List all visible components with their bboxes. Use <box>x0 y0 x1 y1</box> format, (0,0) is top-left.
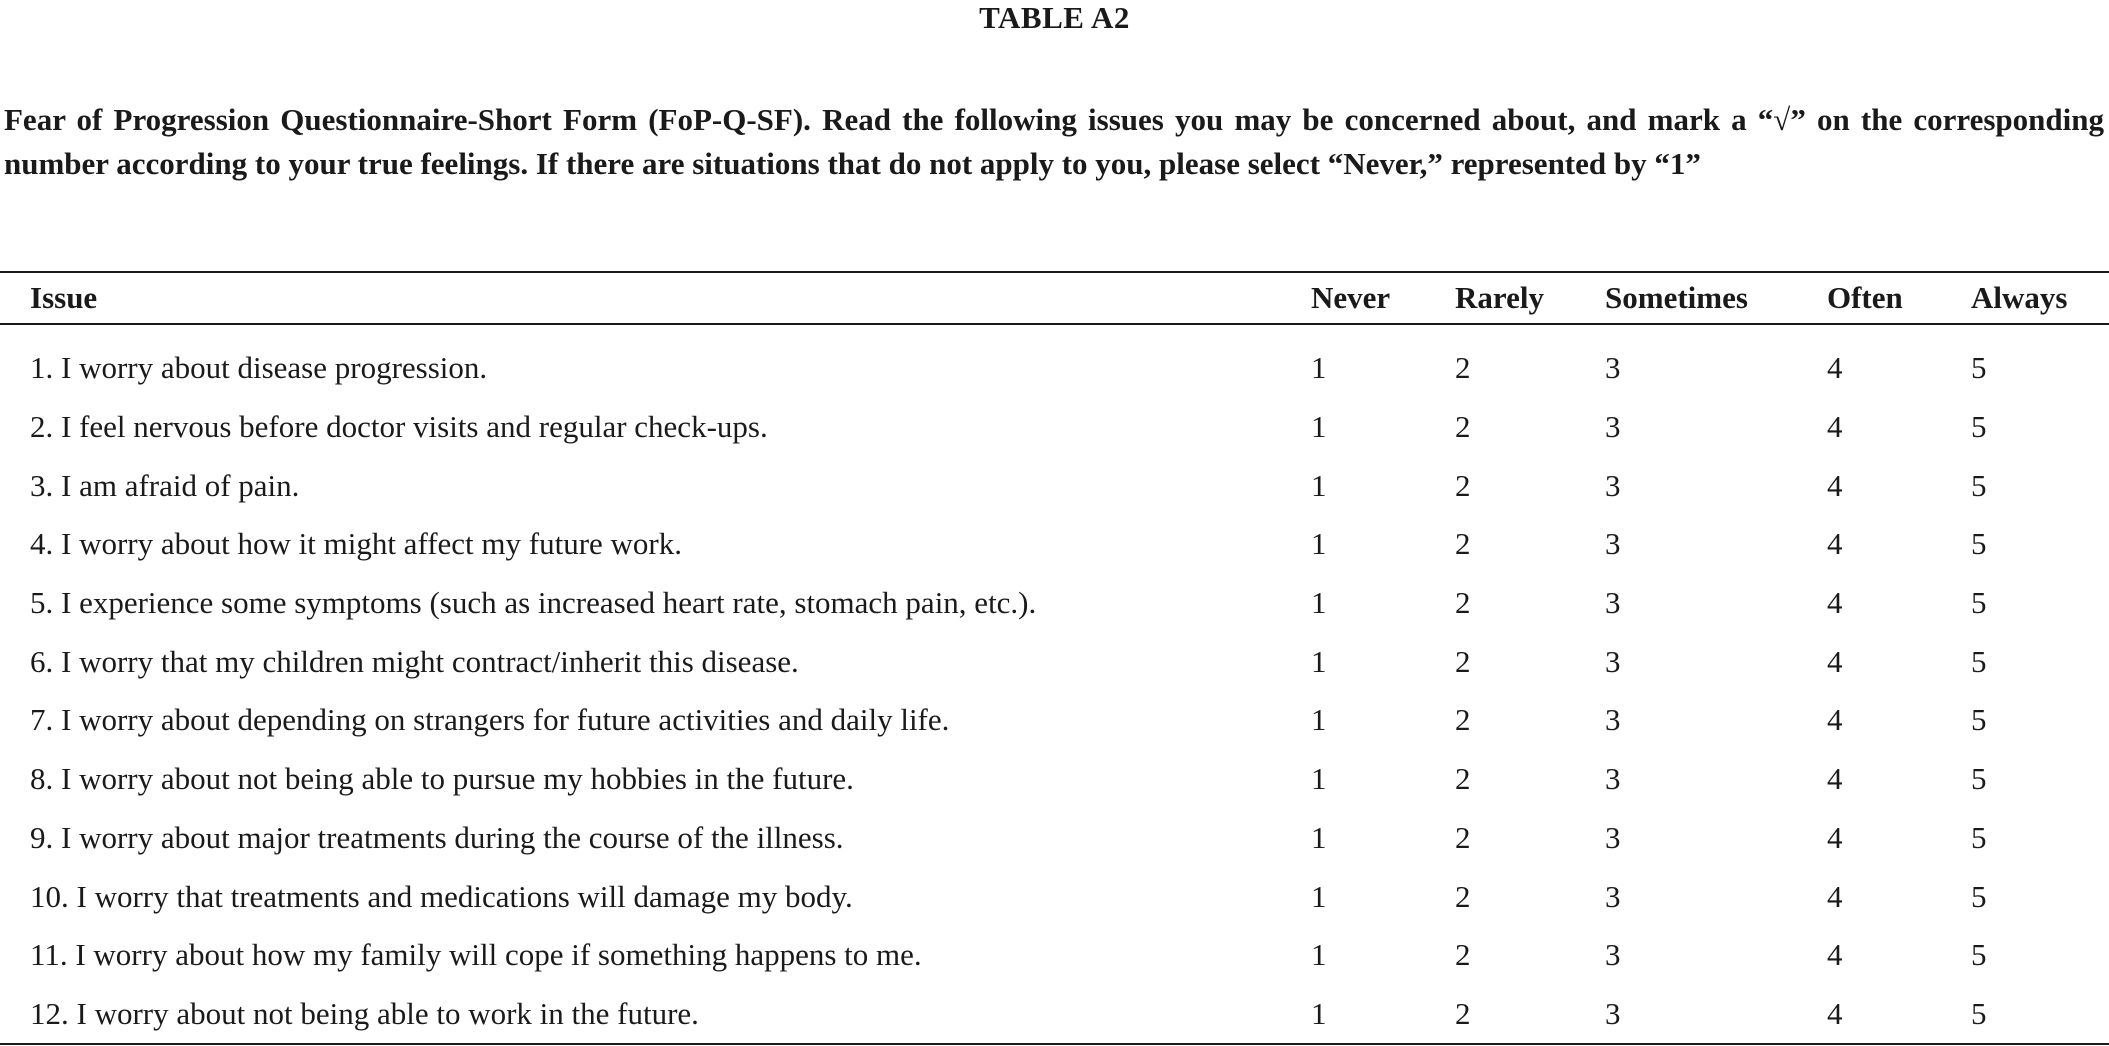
score-cell-rarely: 2 <box>1455 878 1471 914</box>
score-cell-often: 4 <box>1827 985 1971 1045</box>
table-body <box>0 324 2109 1044</box>
score-cell-sometimes: 3 <box>1605 985 1827 1045</box>
header-rarely: Rarely <box>1455 272 1605 324</box>
questionnaire-table <box>0 271 2109 1045</box>
header-never: Never <box>1311 272 1455 324</box>
score-cell-always: 5 <box>1971 467 1987 503</box>
issue-cell: 12. I worry about not being able to work in the future. <box>0 985 1311 1045</box>
issue-cell: 8. I worry about not being able to pursue my hobbies in the future. <box>30 761 854 797</box>
issue-cell: 4. I worry about how it might affect my future work. <box>30 526 682 562</box>
issue-cell: 1. I worry about disease progression. <box>30 350 488 386</box>
score-cell-never: 1 <box>1311 819 1327 855</box>
score-cell-often: 4 <box>1827 761 1843 797</box>
score-cell-sometimes: 3 <box>1605 643 1621 679</box>
header-always: Always <box>1971 272 2109 324</box>
table-row <box>0 456 2109 515</box>
table-row <box>0 867 2109 926</box>
issue-cell: 10. I worry that treatments and medications will damage my body. <box>30 878 853 914</box>
table-row <box>0 324 2109 398</box>
score-cell-never: 1 <box>1311 526 1327 562</box>
score-cell-never: 1 <box>1311 985 1455 1045</box>
score-cell-sometimes: 3 <box>1605 761 1621 797</box>
score-cell-always: 5 <box>1971 409 1987 445</box>
score-cell-always: 5 <box>1971 819 1987 855</box>
score-cell-often: 4 <box>1827 585 1843 621</box>
table-row <box>0 750 2109 809</box>
score-cell-often: 4 <box>1827 819 1843 855</box>
table-row <box>0 926 2109 985</box>
score-cell-sometimes: 3 <box>1605 819 1621 855</box>
score-cell-often: 4 <box>1827 702 1843 738</box>
score-cell-rarely: 2 <box>1455 585 1471 621</box>
score-cell-rarely: 2 <box>1455 702 1471 738</box>
score-cell-rarely: 2 <box>1455 526 1471 562</box>
score-cell-often: 4 <box>1827 937 1843 973</box>
issue-cell: 7. I worry about depending on strangers for future activities and daily life. <box>30 702 950 738</box>
score-cell-rarely: 2 <box>1455 409 1471 445</box>
score-cell-often: 4 <box>1827 643 1843 679</box>
score-cell-always: 5 <box>1971 585 1987 621</box>
table-row <box>0 574 2109 633</box>
score-cell-always: 5 <box>1971 702 1987 738</box>
table-row <box>0 691 2109 750</box>
score-cell-always: 5 <box>1971 985 2109 1045</box>
score-cell-never: 1 <box>1311 761 1327 797</box>
table-title: TABLE A2 <box>979 0 1130 35</box>
table-row <box>0 809 2109 868</box>
score-cell-sometimes: 3 <box>1605 467 1621 503</box>
issue-cell: 6. I worry that my children might contract/inherit this disease. <box>30 643 799 679</box>
score-cell-rarely: 2 <box>1455 937 1471 973</box>
score-cell-never: 1 <box>1311 409 1327 445</box>
score-cell-often: 4 <box>1827 409 1843 445</box>
score-cell-never: 1 <box>1311 585 1327 621</box>
score-cell-rarely: 2 <box>1455 350 1471 386</box>
score-cell-sometimes: 3 <box>1605 937 1621 973</box>
score-cell-sometimes: 3 <box>1605 878 1621 914</box>
table-row <box>0 398 2109 457</box>
table-header <box>0 272 2109 324</box>
score-cell-rarely: 2 <box>1455 643 1471 679</box>
score-cell-never: 1 <box>1311 467 1327 503</box>
score-cell-never: 1 <box>1311 702 1327 738</box>
table-caption: Fear of Progression Questionnaire-Short Form (FoP-Q-SF). Read the following issues you may be concerned about, and mark a “√” on the corresponding number according to your true feelings. If there are situations that do not apply to you, please select “Never,” represented by “1” <box>4 102 2104 181</box>
score-cell-sometimes: 3 <box>1605 409 1621 445</box>
score-cell-always: 5 <box>1971 761 1987 797</box>
issue-cell: 2. I feel nervous before doctor visits and regular check-ups. <box>30 409 768 445</box>
score-cell-sometimes: 3 <box>1605 350 1621 386</box>
score-cell-rarely: 2 <box>1455 985 1605 1045</box>
score-cell-sometimes: 3 <box>1605 702 1621 738</box>
score-cell-always: 5 <box>1971 350 1987 386</box>
score-cell-never: 1 <box>1311 937 1327 973</box>
score-cell-often: 4 <box>1827 467 1843 503</box>
score-cell-never: 1 <box>1311 878 1327 914</box>
header-issue: Issue <box>0 272 1311 324</box>
table-row <box>0 985 2109 1045</box>
score-cell-rarely: 2 <box>1455 819 1471 855</box>
score-cell-often: 4 <box>1827 350 1843 386</box>
score-cell-often: 4 <box>1827 526 1843 562</box>
table-row <box>0 632 2109 691</box>
questionnaire-table-container <box>0 271 2109 1045</box>
score-cell-rarely: 2 <box>1455 761 1471 797</box>
score-cell-never: 1 <box>1311 350 1327 386</box>
score-cell-sometimes: 3 <box>1605 585 1621 621</box>
score-cell-always: 5 <box>1971 937 1987 973</box>
score-cell-rarely: 2 <box>1455 467 1471 503</box>
issue-cell: 3. I am afraid of pain. <box>30 467 300 503</box>
issue-cell: 5. I experience some symptoms (such as increased heart rate, stomach pain, etc.). <box>30 585 1037 621</box>
score-cell-often: 4 <box>1827 878 1843 914</box>
header-row <box>0 272 2109 324</box>
score-cell-always: 5 <box>1971 643 1987 679</box>
header-sometimes: Sometimes <box>1605 272 1827 324</box>
score-cell-sometimes: 3 <box>1605 526 1621 562</box>
score-cell-always: 5 <box>1971 526 1987 562</box>
issue-cell: 9. I worry about major treatments during the course of the illness. <box>30 819 844 855</box>
issue-cell: 11. I worry about how my family will cope if something happens to me. <box>30 937 922 973</box>
score-cell-never: 1 <box>1311 643 1327 679</box>
table-row <box>0 515 2109 574</box>
score-cell-always: 5 <box>1971 878 1987 914</box>
header-often: Often <box>1827 272 1971 324</box>
